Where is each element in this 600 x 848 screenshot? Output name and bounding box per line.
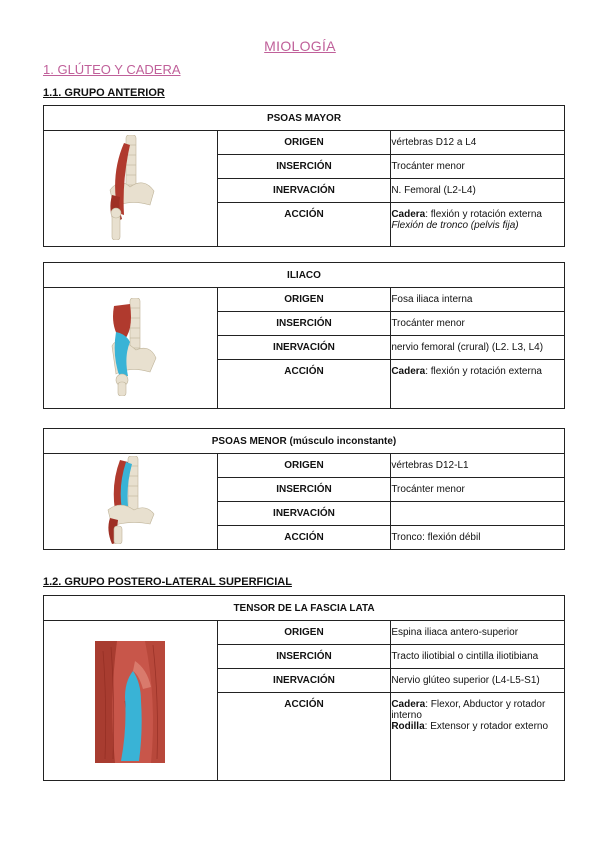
- label-origen: ORIGEN: [217, 288, 391, 312]
- muscle-name: PSOAS MENOR (músculo inconstante): [44, 429, 565, 454]
- accion-text: : flexión y rotación externa: [425, 209, 542, 220]
- label-accion: ACCIÓN: [217, 693, 391, 781]
- label-inervacion: INERVACIÓN: [217, 179, 391, 203]
- value-origen: Fosa iliaca interna: [391, 288, 565, 312]
- accion-text: : flexión y rotación externa: [425, 366, 542, 377]
- label-origen: ORIGEN: [217, 131, 391, 155]
- label-origen: ORIGEN: [217, 454, 391, 478]
- accion-region: Cadera: [391, 366, 426, 377]
- group-title-postero-lateral: 1.2. GRUPO POSTERO-LATERAL SUPERFICIAL: [43, 576, 292, 588]
- value-inervacion: [391, 502, 565, 526]
- label-accion: ACCIÓN: [217, 360, 391, 409]
- value-insercion: Tracto iliotibial o cintilla iliotibiana: [391, 645, 565, 669]
- muscle-name: PSOAS MAYOR: [44, 106, 565, 131]
- accion-region-cadera: Cadera: [391, 699, 426, 710]
- tensor-fascia-lata-illustration: [44, 621, 218, 781]
- label-inervacion: INERVACIÓN: [217, 669, 391, 693]
- muscle-table-iliaco: [43, 262, 565, 409]
- value-accion: [391, 360, 565, 409]
- accion-text-cadera: : Flexor, Abductor y rotador interno: [391, 699, 546, 721]
- label-accion: ACCIÓN: [217, 526, 391, 550]
- value-insercion: Trocánter menor: [391, 312, 565, 336]
- psoas-minor-image: [100, 456, 160, 544]
- value-origen: vértebras D12-L1: [391, 454, 565, 478]
- value-insercion: Trocánter menor: [391, 478, 565, 502]
- accion-region: Cadera: [391, 209, 426, 220]
- muscle-table-psoas-menor: [43, 428, 565, 550]
- value-accion: [391, 693, 565, 781]
- label-inervacion: INERVACIÓN: [217, 502, 391, 526]
- label-insercion: INSERCIÓN: [217, 312, 391, 336]
- accion-extra: Flexión de tronco (pelvis fija): [391, 220, 519, 231]
- label-inervacion: INERVACIÓN: [217, 336, 391, 360]
- muscle-table-tensor-fascia-lata: [43, 595, 565, 781]
- value-accion: [391, 203, 565, 247]
- psoas-minor-illustration: [44, 454, 218, 550]
- page-title: MIOLOGÍA: [264, 38, 336, 54]
- value-accion: Tronco: flexión débil: [391, 526, 565, 550]
- psoas-major-illustration: [44, 131, 218, 247]
- label-origen: ORIGEN: [217, 621, 391, 645]
- value-inervacion: Nervio glúteo superior (L4-L5-S1): [391, 669, 565, 693]
- label-insercion: INSERCIÓN: [217, 155, 391, 179]
- iliacus-illustration: [44, 288, 218, 409]
- value-insercion: Trocánter menor: [391, 155, 565, 179]
- accion-region-rodilla: Rodilla: [391, 721, 425, 732]
- label-insercion: INSERCIÓN: [217, 645, 391, 669]
- tensor-fascia-lata-image: [95, 641, 165, 763]
- group-title-anterior: 1.1. GRUPO ANTERIOR: [43, 87, 165, 99]
- value-origen: vértebras D12 a L4: [391, 131, 565, 155]
- iliacus-image: [100, 298, 160, 396]
- psoas-major-image: [100, 135, 160, 240]
- muscle-name: TENSOR DE LA FASCIA LATA: [44, 596, 565, 621]
- value-inervacion: nervio femoral (crural) (L2. L3, L4): [391, 336, 565, 360]
- accion-text-rodilla: : Extensor y rotador externo: [424, 721, 549, 732]
- label-insercion: INSERCIÓN: [217, 478, 391, 502]
- label-accion: ACCIÓN: [217, 203, 391, 247]
- value-inervacion: N. Femoral (L2-L4): [391, 179, 565, 203]
- section-title: 1. GLÚTEO Y CADERA: [43, 62, 181, 77]
- muscle-name: ILIACO: [44, 263, 565, 288]
- muscle-table-psoas-mayor: [43, 105, 565, 247]
- value-origen: Espina iliaca antero-superior: [391, 621, 565, 645]
